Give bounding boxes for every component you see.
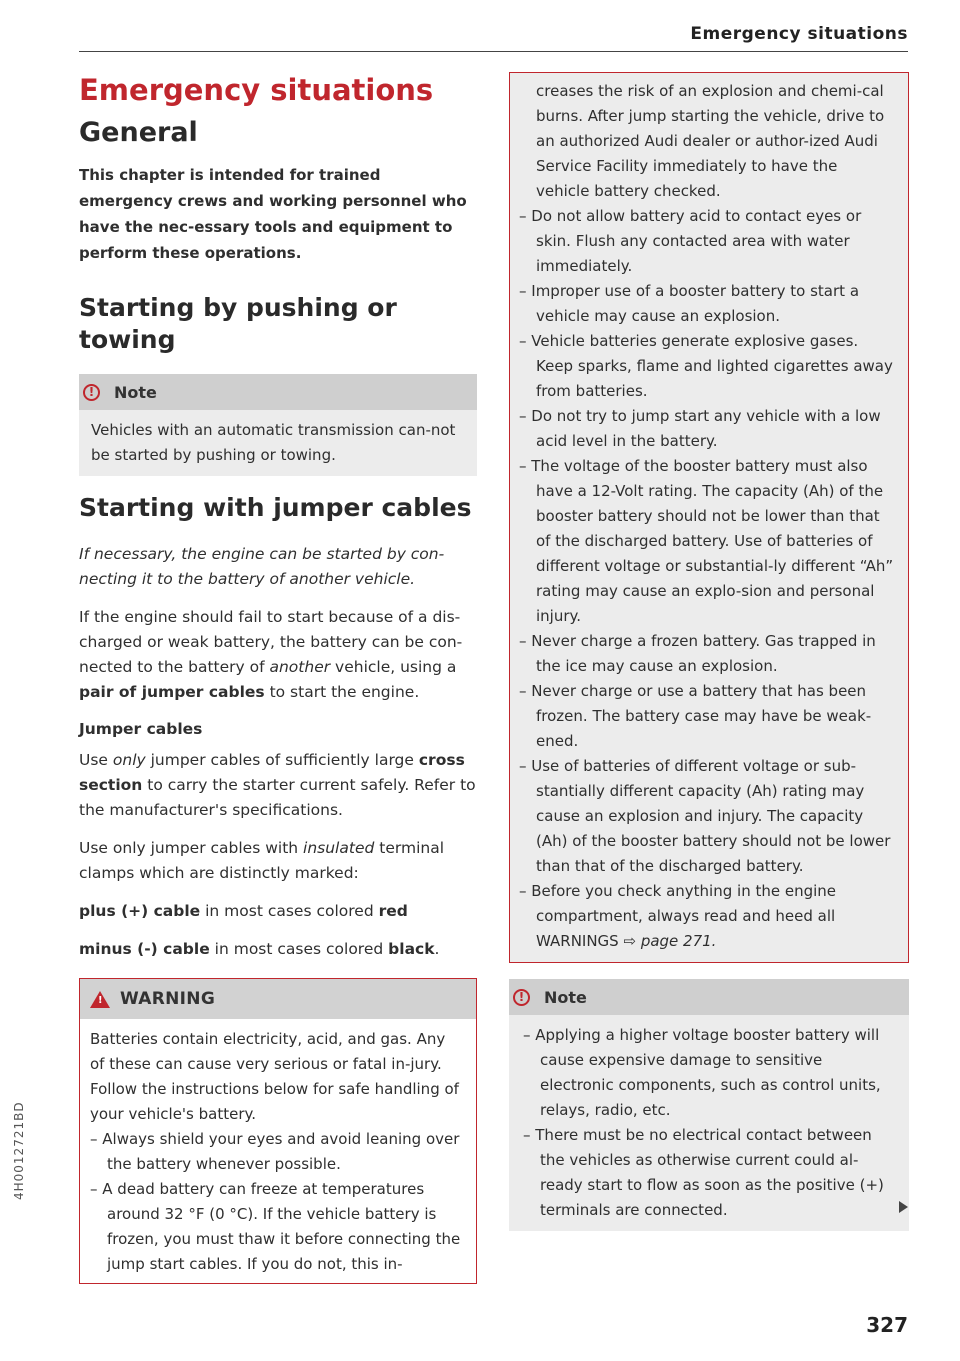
note-header (79, 374, 477, 410)
continue-arrow-icon (899, 1201, 908, 1213)
note-label: Note (544, 987, 587, 1007)
plus-cable-line: plus (+) cable in most cases colored red (79, 902, 408, 920)
list-item: – Never charge or use a battery that has been frozen. The battery case may have be weak-ened. (519, 682, 872, 750)
warning-continued-text: creases the risk of an explosion and chemi-cal burns. After jump starting the vehicle, drive to an authorized Audi dealer or author-ized Audi Service Facility immediately to have the vehicle battery checked. (536, 82, 885, 200)
general-title: General (79, 117, 198, 148)
list-item: – Improper use of a booster battery to start a vehicle may cause an explosion. (519, 282, 860, 325)
info-icon: ! (83, 384, 100, 401)
list-item: – Use of batteries of different voltage or sub-stantially different capacity (Ah) rating may cause an explosion and injury. The capacity (Ah) of the booster battery should not be lower than that of the discharged battery. (519, 757, 891, 875)
insulated-paragraph: Use only jumper cables with insulated terminal clamps which are distinctly marked: (79, 839, 445, 882)
warning-text: Batteries contain electricity, acid, and gas. Any of these can cause very serious or fatal in-jury. Follow the instructions below for safe handling of your vehicle's battery. (90, 1030, 459, 1123)
left-column (79, 72, 477, 1284)
list-item: – There must be no electrical contact between the vehicles as otherwise current could al-ready start to flow as soon as the positive (+) terminals are connected. (523, 1126, 884, 1219)
list-item: – A dead battery can freeze at temperatures around 32 °F (0 °C). If the vehicle battery is frozen, you must thaw it before connecting the jump start cables. If you do not, this in- (90, 1180, 461, 1273)
page-link[interactable]: ⇨ page 271. (623, 932, 717, 950)
list-item: – Do not try to jump start any vehicle with a low acid level in the battery. (519, 407, 881, 450)
jumper-paragraph: If the engine should fail to start because of a dis-charged or weak battery, the battery can be con-nected to the battery of another vehicle, using a pair of jumper cables to start the engine. (79, 608, 463, 701)
note-box (509, 979, 909, 1231)
jumper-lead: If necessary, the engine can be started by con-necting it to the battery of another vehicle. (79, 545, 445, 588)
running-head: Emergency situations (690, 24, 908, 44)
minus-cable-line: minus (-) cable in most cases colored black. (79, 940, 440, 958)
warning-label: WARNING (120, 989, 216, 1009)
cables-heading: Jumper cables (79, 720, 203, 738)
push-title: Starting by pushing or towing (79, 293, 397, 354)
note-body (509, 1015, 909, 1231)
list-item: – Do not allow battery acid to contact eyes or skin. Flush any contacted area with water immediately. (519, 207, 862, 275)
jumper-title: Starting with jumper cables (79, 493, 472, 522)
note-label: Note (114, 382, 157, 402)
page-number: 327 (866, 1313, 908, 1337)
list-item: – Applying a higher voltage booster battery will cause expensive damage to sensitive electronic components, such as control units, relays, radio, etc. (523, 1026, 881, 1119)
document-code: 4H0012721BD (12, 1101, 26, 1200)
chapter-title: Emergency situations (79, 73, 434, 107)
list-item: – Before you check anything in the engine compartment, always read and heed all WARNINGS ⇨ page 271. (519, 882, 837, 950)
intro-text: This chapter is intended for trained emergency crews and working personnel who have the nec-essary tools and equipment to perform these operations. (79, 166, 467, 262)
warning-continued-body (510, 73, 908, 962)
info-icon: ! (513, 989, 530, 1006)
warning-icon: ! (90, 991, 110, 1008)
note-list (523, 1023, 895, 1223)
note-text: Vehicles with an automatic transmission can-not be started by pushing or towing. (91, 421, 456, 464)
warning-box (79, 978, 477, 1284)
note-header (509, 979, 909, 1015)
cables-paragraph: Use only jumper cables of sufficiently large cross section to carry the starter current safely. Refer to the manufacturer's specifications. (79, 751, 476, 819)
header-rule (79, 51, 908, 52)
list-item: – Vehicle batteries generate explosive gases. Keep sparks, flame and lighted cigarettes away from batteries. (519, 332, 893, 400)
warning-list (519, 204, 894, 954)
warning-body (80, 1019, 476, 1283)
note-box (79, 374, 477, 476)
warning-list (90, 1127, 462, 1277)
list-item: – The voltage of the booster battery must also have a 12-Volt rating. The capacity (Ah) of the booster battery should not be lower than that of the discharged battery. Use of batteries of different voltage or substantial-ly different “Ah” rating may cause an explo-sion and personal injury. (519, 457, 894, 625)
warning-box-continued (509, 72, 909, 963)
list-item: – Always shield your eyes and avoid leaning over the battery whenever possible. (90, 1130, 460, 1173)
list-item: – Never charge a frozen battery. Gas trapped in the ice may cause an explosion. (519, 632, 876, 675)
right-column (509, 72, 909, 1237)
warning-header (80, 979, 476, 1019)
